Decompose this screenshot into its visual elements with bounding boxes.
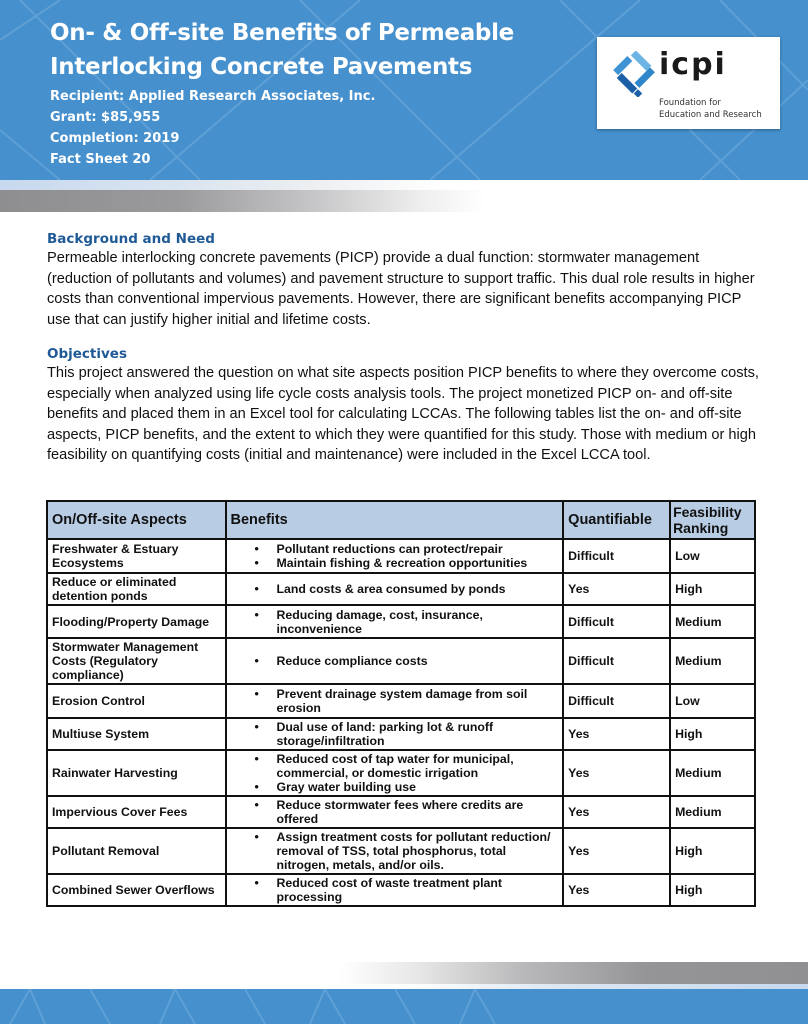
background-text: Permeable interlocking concrete pavements (PICP) provide a dual function: stormwater management (reduction of pollutants and volumes) and pavement structure to support traffic. This dual role results in higher costs than conventional impervious pavements. However, there are significant benefits accompanying PICP use that can justify higher initial and lifetime costs. bbox=[47, 250, 755, 328]
cell-quantifiable: Difficult bbox=[563, 684, 670, 718]
icpi-subtitle-line-2: Education and Research bbox=[659, 110, 762, 120]
header-feasibility: Feasibility Ranking bbox=[670, 501, 755, 539]
cell-aspect: Impervious Cover Fees bbox=[47, 796, 226, 828]
cell-feasibility: Medium bbox=[670, 638, 755, 684]
page-title bbox=[50, 16, 514, 84]
cell-feasibility: High bbox=[670, 718, 755, 750]
benefit-item: • Land costs & area consumed by ponds bbox=[277, 582, 559, 596]
header-quantifiable: Quantifiable bbox=[563, 501, 670, 539]
cell-benefits bbox=[226, 539, 564, 573]
benefit-item: • Reduced cost of waste treatment plant processing bbox=[277, 876, 559, 904]
icpi-logo bbox=[597, 37, 780, 129]
header-gray-band bbox=[0, 190, 808, 212]
cell-aspect: Multiuse System bbox=[47, 718, 226, 750]
benefits-list bbox=[231, 542, 559, 570]
cell-aspect: Combined Sewer Overflows bbox=[47, 874, 226, 906]
cell-quantifiable: Yes bbox=[563, 573, 670, 605]
project-meta bbox=[50, 86, 375, 170]
table-row bbox=[47, 539, 755, 573]
completion: Completion: 2019 bbox=[50, 131, 180, 146]
table-row bbox=[47, 796, 755, 828]
benefits-list bbox=[231, 876, 559, 904]
cell-aspect: Rainwater Harvesting bbox=[47, 750, 226, 796]
table-row bbox=[47, 573, 755, 605]
cell-feasibility: Low bbox=[670, 539, 755, 573]
benefits-list bbox=[231, 752, 559, 794]
cell-benefits bbox=[226, 605, 564, 638]
footer-pattern bbox=[0, 989, 808, 1024]
benefit-item: • Gray water building use bbox=[277, 780, 559, 794]
benefit-item: • Reduce compliance costs bbox=[277, 654, 559, 668]
cell-aspect: Erosion Control bbox=[47, 684, 226, 718]
benefit-item: • Maintain fishing & recreation opportunities bbox=[277, 556, 559, 570]
header-banner bbox=[0, 0, 808, 180]
title-line-1: On- & Off-site Benefits of Permeable bbox=[50, 20, 514, 46]
benefits-list bbox=[231, 830, 559, 872]
benefit-item: • Assign treatment costs for pollutant reduction/ removal of TSS, total phosphorus, total nitrogen, metals, and/or oils. bbox=[277, 830, 559, 872]
cell-benefits bbox=[226, 638, 564, 684]
cell-feasibility: Medium bbox=[670, 605, 755, 638]
cell-benefits bbox=[226, 684, 564, 718]
table-row bbox=[47, 828, 755, 874]
cell-quantifiable: Yes bbox=[563, 796, 670, 828]
cell-quantifiable: Difficult bbox=[563, 605, 670, 638]
header-benefits: Benefits bbox=[226, 501, 564, 539]
objectives-heading: Objectives bbox=[47, 346, 127, 362]
cell-aspect: Stormwater Management Costs (Regulatory compliance) bbox=[47, 638, 226, 684]
table-row bbox=[47, 605, 755, 638]
footer-gray-band bbox=[0, 962, 808, 984]
benefits-list bbox=[231, 720, 559, 748]
table-row bbox=[47, 718, 755, 750]
cell-feasibility: Low bbox=[670, 684, 755, 718]
benefit-item: • Dual use of land: parking lot & runoff storage/infiltration bbox=[277, 720, 559, 748]
cell-aspect: Pollutant Removal bbox=[47, 828, 226, 874]
benefits-list bbox=[231, 687, 559, 715]
background-heading: Background and Need bbox=[47, 231, 215, 247]
cell-feasibility: Medium bbox=[670, 750, 755, 796]
header-accent-band bbox=[0, 180, 808, 190]
benefits-list bbox=[231, 654, 559, 668]
table-row bbox=[47, 684, 755, 718]
benefit-item: • Reduced cost of tap water for municipal, commercial, or domestic irrigation bbox=[277, 752, 559, 780]
cell-benefits bbox=[226, 718, 564, 750]
table-row bbox=[47, 638, 755, 684]
cell-quantifiable: Yes bbox=[563, 750, 670, 796]
cell-quantifiable: Yes bbox=[563, 874, 670, 906]
benefit-item: • Reducing damage, cost, insurance, inconvenience bbox=[277, 608, 559, 636]
cell-benefits bbox=[226, 874, 564, 906]
recipient: Recipient: Applied Research Associates, Inc. bbox=[50, 89, 376, 104]
icpi-subtitle-line-1: Foundation for bbox=[659, 98, 721, 108]
cell-benefits bbox=[226, 828, 564, 874]
objectives-text: This project answered the question on what site aspects position PICP benefits to where they overcome costs, especially when analyzed using life cycle costs analysis tools. The project monetized PICP on- and off-site benefits and placed them in an Excel tool for calculating LCCAs. The following tables list the on- and off-site aspects, PICP benefits, and the extent to which they were quantified for this study. Those with medium or high feasibility on quantifying costs (initial and maintenance) were included in the Excel LCCA tool. bbox=[47, 365, 759, 464]
footer-banner bbox=[0, 989, 808, 1024]
cell-aspect: Flooding/Property Damage bbox=[47, 605, 226, 638]
cell-feasibility: High bbox=[670, 828, 755, 874]
icpi-wordmark: icpi bbox=[659, 47, 727, 82]
fact-sheet-number: Fact Sheet 20 bbox=[50, 152, 151, 167]
benefits-list bbox=[231, 582, 559, 596]
table-body bbox=[47, 539, 755, 906]
cell-benefits bbox=[226, 796, 564, 828]
cell-feasibility: High bbox=[670, 573, 755, 605]
table-header-row bbox=[47, 501, 755, 539]
cell-feasibility: Medium bbox=[670, 796, 755, 828]
cell-quantifiable: Yes bbox=[563, 718, 670, 750]
table-row bbox=[47, 750, 755, 796]
cell-quantifiable: Yes bbox=[563, 828, 670, 874]
benefit-item: • Prevent drainage system damage from soil erosion bbox=[277, 687, 559, 715]
cell-benefits bbox=[226, 750, 564, 796]
cell-aspect: Reduce or eliminated detention ponds bbox=[47, 573, 226, 605]
grant: Grant: $85,955 bbox=[50, 110, 161, 125]
table-row bbox=[47, 874, 755, 906]
benefits-list bbox=[231, 608, 559, 636]
cell-aspect: Freshwater & Estuary Ecosystems bbox=[47, 539, 226, 573]
icpi-logo-mark-icon bbox=[611, 51, 655, 97]
cell-benefits bbox=[226, 573, 564, 605]
cell-feasibility: High bbox=[670, 874, 755, 906]
benefit-item: • Reduce stormwater fees where credits are offered bbox=[277, 798, 559, 826]
icpi-subtitle bbox=[659, 97, 762, 121]
header-aspect: On/Off-site Aspects bbox=[47, 501, 226, 539]
cell-quantifiable: Difficult bbox=[563, 638, 670, 684]
benefit-item: • Pollutant reductions can protect/repair bbox=[277, 542, 559, 556]
benefits-table bbox=[46, 500, 756, 907]
cell-quantifiable: Difficult bbox=[563, 539, 670, 573]
title-line-2: Interlocking Concrete Pavements bbox=[50, 54, 473, 80]
benefits-list bbox=[231, 798, 559, 826]
